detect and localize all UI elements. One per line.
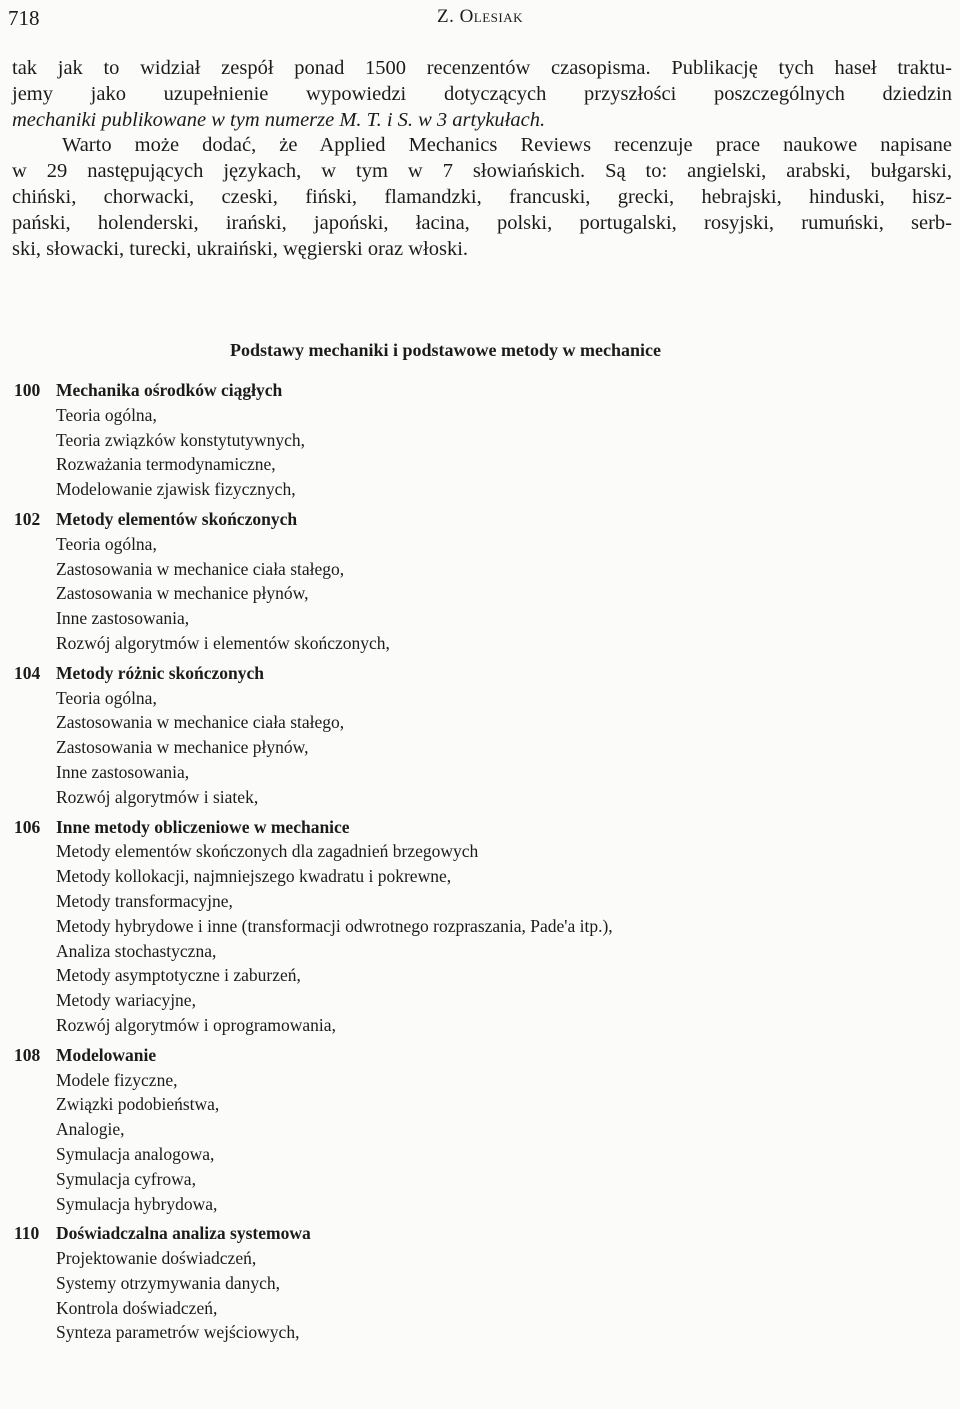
section-items xyxy=(14,1246,944,1345)
section-title: Podstawy mechaniki i podstawowe metody w mechanice xyxy=(230,340,661,360)
section-items xyxy=(14,686,944,810)
section-108 xyxy=(14,1043,944,1217)
list-item: Zastosowania w mechanice płynów, xyxy=(56,583,309,604)
section-name: Doświadczalna analiza systemowa xyxy=(56,1223,311,1244)
section-110 xyxy=(14,1221,944,1345)
list-item: Inne zastosowania, xyxy=(56,608,190,629)
page-header xyxy=(0,6,960,30)
section-heading xyxy=(14,1043,944,1068)
list-item: Zastosowania w mechanice płynów, xyxy=(56,737,309,758)
list-item: Projektowanie doświadczeń, xyxy=(56,1248,257,1269)
section-items xyxy=(14,839,944,1037)
list-item: Związki podobieństwa, xyxy=(56,1094,220,1115)
list-item: Modelowanie zjawisk fizycznych, xyxy=(56,479,296,500)
list-item: Kontrola doświadczeń, xyxy=(56,1297,218,1318)
classification-list xyxy=(14,378,944,1350)
list-item: Symulacja analogowa, xyxy=(56,1143,215,1164)
intro-line: tak jak to widział zespół ponad 1500 recenzentów czasopisma. Publikację tych haseł traktu- xyxy=(12,57,952,79)
section-code: 100 xyxy=(14,380,41,400)
list-item: Zastosowania w mechanice ciała stałego, xyxy=(56,558,345,579)
list-item: Teoria ogólna, xyxy=(56,687,157,708)
intro-line: mechaniki publikowane w tym numerze M. T. i S. w 3 artykułach. xyxy=(12,108,546,131)
intro-line: ski, słowacki, turecki, ukraiński, węgierski oraz włoski. xyxy=(12,237,469,260)
intro-paragraph xyxy=(12,56,952,262)
page-number: 718 xyxy=(8,6,40,30)
list-item: Rozwój algorytmów i elementów skończonych, xyxy=(56,632,390,653)
list-item: Inne zastosowania, xyxy=(56,761,190,782)
section-heading xyxy=(14,378,944,403)
section-heading xyxy=(14,661,944,686)
list-item: Synteza parametrów wejściowych, xyxy=(56,1322,300,1343)
list-item: Systemy otrzymywania danych, xyxy=(56,1272,281,1293)
section-heading xyxy=(14,815,944,840)
intro-line: jemy jako uzupełnienie wypowiedzi dotyczących przyszłości poszczególnych dziedzin xyxy=(12,82,952,105)
section-code: 108 xyxy=(14,1044,41,1065)
section-heading xyxy=(14,1221,944,1246)
list-item: Teoria ogólna, xyxy=(56,533,157,554)
intro-line: Warto może dodać, że Applied Mechanics Reviews recenzuje prace naukowe napisane xyxy=(62,134,952,157)
list-item: Metody kollokacji, najmniejszego kwadratu i pokrewne, xyxy=(56,866,452,887)
section-code: 106 xyxy=(14,816,41,837)
section-name: Inne metody obliczeniowe w mechanice xyxy=(56,816,350,837)
list-item: Analogie, xyxy=(56,1119,125,1140)
section-items xyxy=(14,403,944,502)
list-item: Analiza stochastyczna, xyxy=(56,940,217,961)
list-item: Metody transformacyjne, xyxy=(56,890,233,911)
section-code: 102 xyxy=(14,508,41,529)
section-104 xyxy=(14,661,944,810)
section-name: Modelowanie xyxy=(56,1044,157,1065)
section-items xyxy=(14,1068,944,1217)
list-item: Symulacja hybrydowa, xyxy=(56,1193,218,1214)
section-name: Mechanika ośrodków ciągłych xyxy=(56,380,283,400)
section-name: Metody różnic skończonych xyxy=(56,662,265,683)
list-item: Teoria związków konstytutywnych, xyxy=(56,429,306,450)
section-code: 104 xyxy=(14,662,41,683)
section-name: Metody elementów skończonych xyxy=(56,508,298,529)
section-106 xyxy=(14,815,944,1038)
intro-line: pański, holenderski, irański, japoński, łacina, polski, portugalski, rosyjski, rumuński, serb- xyxy=(12,211,952,234)
intro-line: w 29 następujących językach, w tym w 7 słowiańskich. Są to: angielski, arabski, bułgarski, xyxy=(12,160,952,183)
intro-line: chiński, chorwacki, czeski, fiński, flamandzki, francuski, grecki, hebrajski, hinduski, hisz- xyxy=(12,185,952,208)
list-item: Rozwój algorytmów i oprogramowania, xyxy=(56,1014,336,1035)
running-head: Z. Olesiak xyxy=(436,6,524,27)
section-heading xyxy=(14,507,944,532)
section-102 xyxy=(14,507,944,656)
list-item: Symulacja cyfrowa, xyxy=(56,1168,196,1189)
list-item: Zastosowania w mechanice ciała stałego, xyxy=(56,712,345,733)
list-item: Modele fizyczne, xyxy=(56,1069,178,1090)
list-item: Rozważania termodynamiczne, xyxy=(56,454,276,475)
list-item: Metody wariacyjne, xyxy=(56,990,196,1011)
list-item: Metody elementów skończonych dla zagadnień brzegowych xyxy=(56,841,479,862)
list-item: Rozwój algorytmów i siatek, xyxy=(56,786,259,807)
section-items xyxy=(14,532,944,656)
section-code: 110 xyxy=(14,1223,40,1244)
list-item: Teoria ogólna, xyxy=(56,404,157,425)
list-item: Metody asymptotyczne i zaburzeń, xyxy=(56,965,301,986)
section-100 xyxy=(14,378,944,502)
list-item: Metody hybrydowe i inne (transformacji odwrotnego rozpraszania, Pade'a itp.), xyxy=(56,915,613,936)
